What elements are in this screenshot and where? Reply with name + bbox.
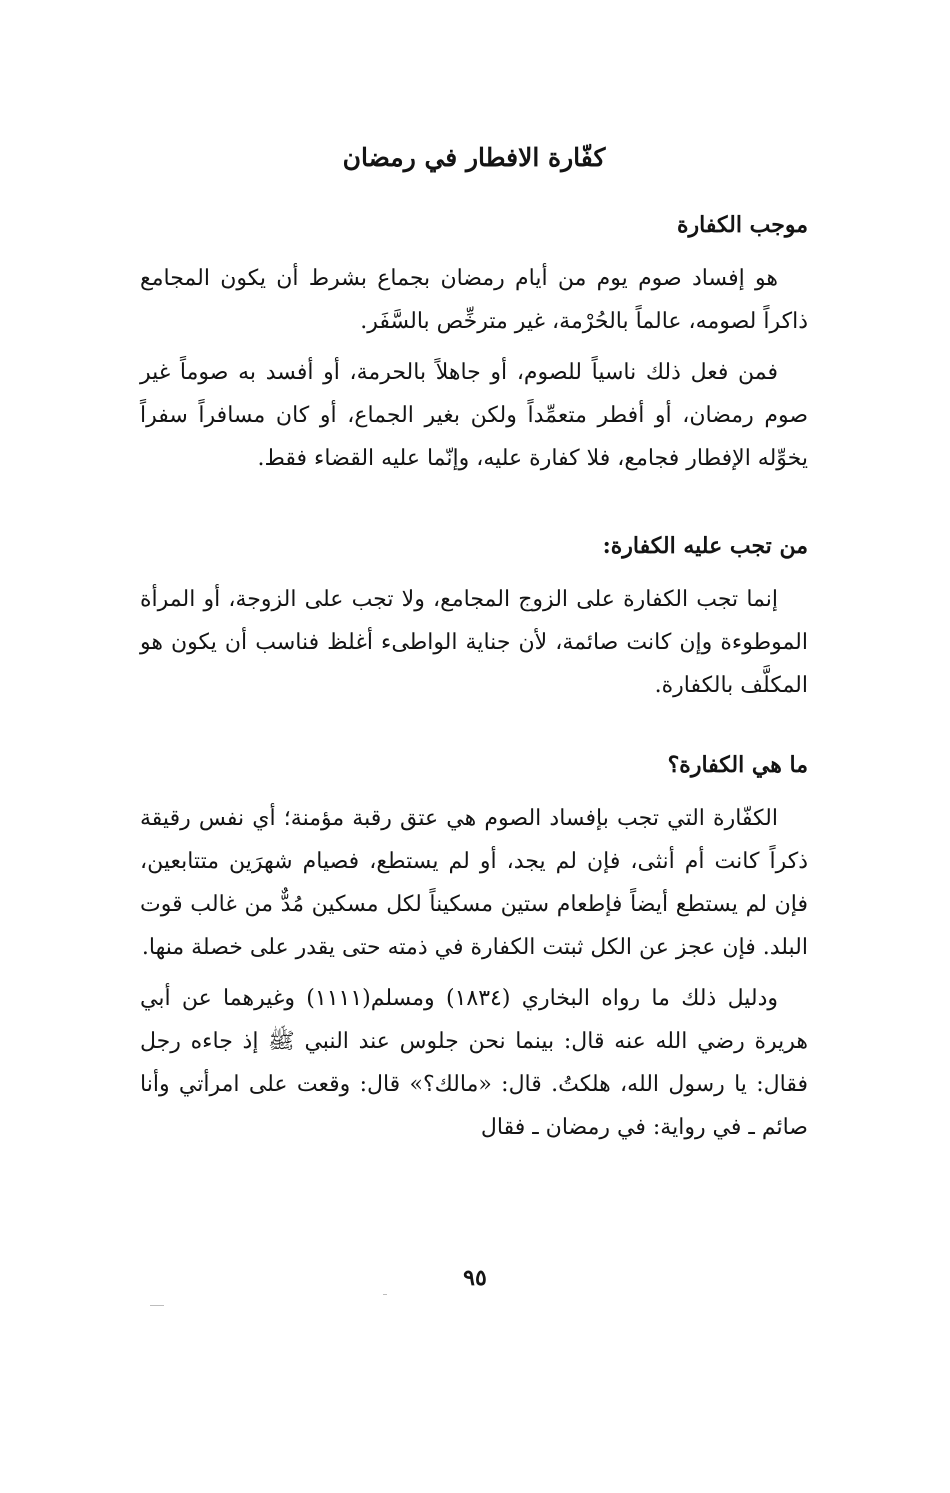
paragraph: هو إفساد صوم يوم من أيام رمضان بجماع بشرط أن يكون المجامع ذاكراً لصومه، عالماً بالحُرْمة، غير مترخِّص بالسَّفَر. bbox=[140, 266, 808, 334]
page-body bbox=[140, 138, 808, 1157]
scan-speck bbox=[383, 1294, 387, 1295]
paragraph: فمن فعل ذلك ناسياً للصوم، أو جاهلاً بالحرمة، أو أفسد به صوماً غير صوم رمضان، أو أفطر متعمِّداً ولكن بغير الجماع، أو كان مسافراً سفراً يخوِّله الإفطار فجامع، فلا كفارة عليه، وإنّما عليه القضاء فقط. bbox=[140, 360, 808, 471]
scan-speck bbox=[150, 1305, 164, 1306]
section-spacer bbox=[140, 715, 808, 745]
section-spacer bbox=[140, 488, 808, 526]
section-heading-obligation: موجب الكفارة bbox=[677, 212, 808, 238]
page-number: ٩٥ bbox=[463, 1265, 487, 1291]
chapter-title: كفّارة الافطار في رمضان bbox=[342, 143, 606, 172]
paragraph: إنما تجب الكفارة على الزوج المجامع، ولا تجب على الزوجة، أو المرأة الموطوءة وإن كانت صائمة، لأن جناية الواطىء أغلظ فناسب أن يكون هو المكلَّف بالكفارة. bbox=[140, 587, 808, 698]
section-heading-who-pays: من تجب عليه الكفارة: bbox=[602, 533, 808, 559]
paragraph: الكفّارة التي تجب بإفساد الصوم هي عتق رقبة مؤمنة؛ أي نفس رقيقة ذكراً كانت أم أنثى، فإن لم يجد، أو لم يستطع، فصيام شهرَين متتابعين، فإن لم يستطع أيضاً فإطعام ستين مسكيناً لكل مسكين مُدٌّ من غالب قوت البلد. فإن عجز عن الكل ثبتت الكفارة في ذمته حتى يقدر على خصلة منها. bbox=[140, 806, 808, 960]
paragraph: ودليل ذلك ما رواه البخاري (١٨٣٤) ومسلم(١١١١) وغيرهما عن أبي هريرة رضي الله عنه قال: بينما نحن جلوس عند النبي ﷺ إذ جاءه رجل فقال: يا رسول الله، هلكتُ. قال: «مالك؟» قال: وقعت على امرأتي وأنا صائم ـ في رواية: في رمضان ـ فقال bbox=[140, 986, 808, 1140]
section-heading-what-is: ما هي الكفارة؟ bbox=[667, 752, 808, 778]
